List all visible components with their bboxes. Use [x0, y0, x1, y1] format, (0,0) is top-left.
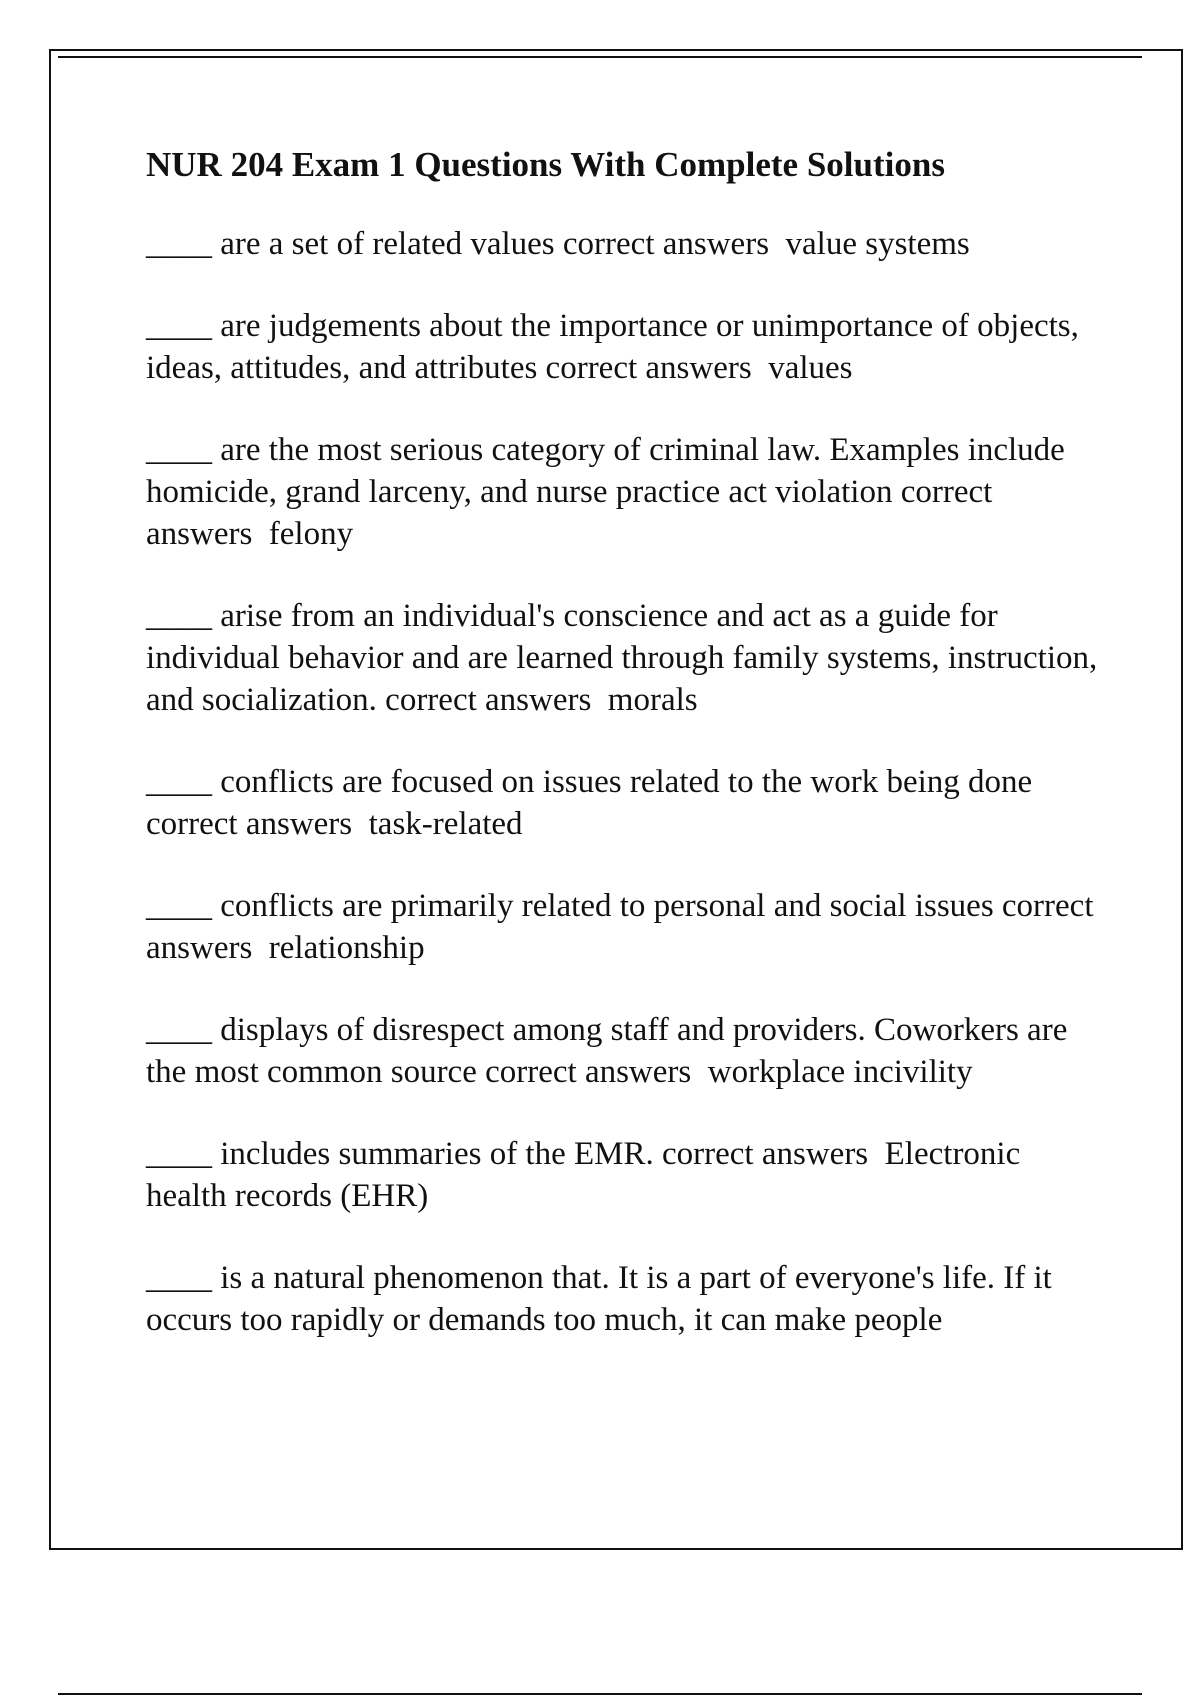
question-item: ____ are a set of related values correct answers value systems: [146, 226, 970, 262]
bottom-rule: [58, 1693, 1142, 1695]
document-title: NUR 204 Exam 1 Questions With Complete Solutions: [146, 145, 945, 184]
question-list: [146, 223, 1106, 1341]
question-item: ____ displays of disrespect among staff and providers. Coworkers are the most common source correct answers workplace incivility: [146, 1012, 1076, 1090]
question-item: ____ are the most serious category of criminal law. Examples include homicide, grand larceny, and nurse practice act violation correct answers felony: [146, 432, 1074, 552]
question-item: ____ conflicts are primarily related to personal and social issues correct answers relationship: [146, 888, 1102, 966]
question-item: ____ conflicts are focused on issues related to the work being done correct answers task-related: [146, 764, 1041, 842]
question-item: ____ are judgements about the importance or unimportance of objects, ideas, attitudes, and attributes correct answers values: [146, 308, 1088, 386]
question-item: ____ is a natural phenomenon that. It is a part of everyone's life. If it occurs too rapidly or demands too much, it can make people: [146, 1260, 1061, 1338]
document-content: [146, 143, 1106, 1381]
question-item: ____ arise from an individual's conscience and act as a guide for individual behavior and are learned through family systems, instruction, and socialization. correct answers morals: [146, 598, 1106, 718]
question-item: ____ includes summaries of the EMR. correct answers Electronic health records (EHR): [146, 1136, 1029, 1214]
